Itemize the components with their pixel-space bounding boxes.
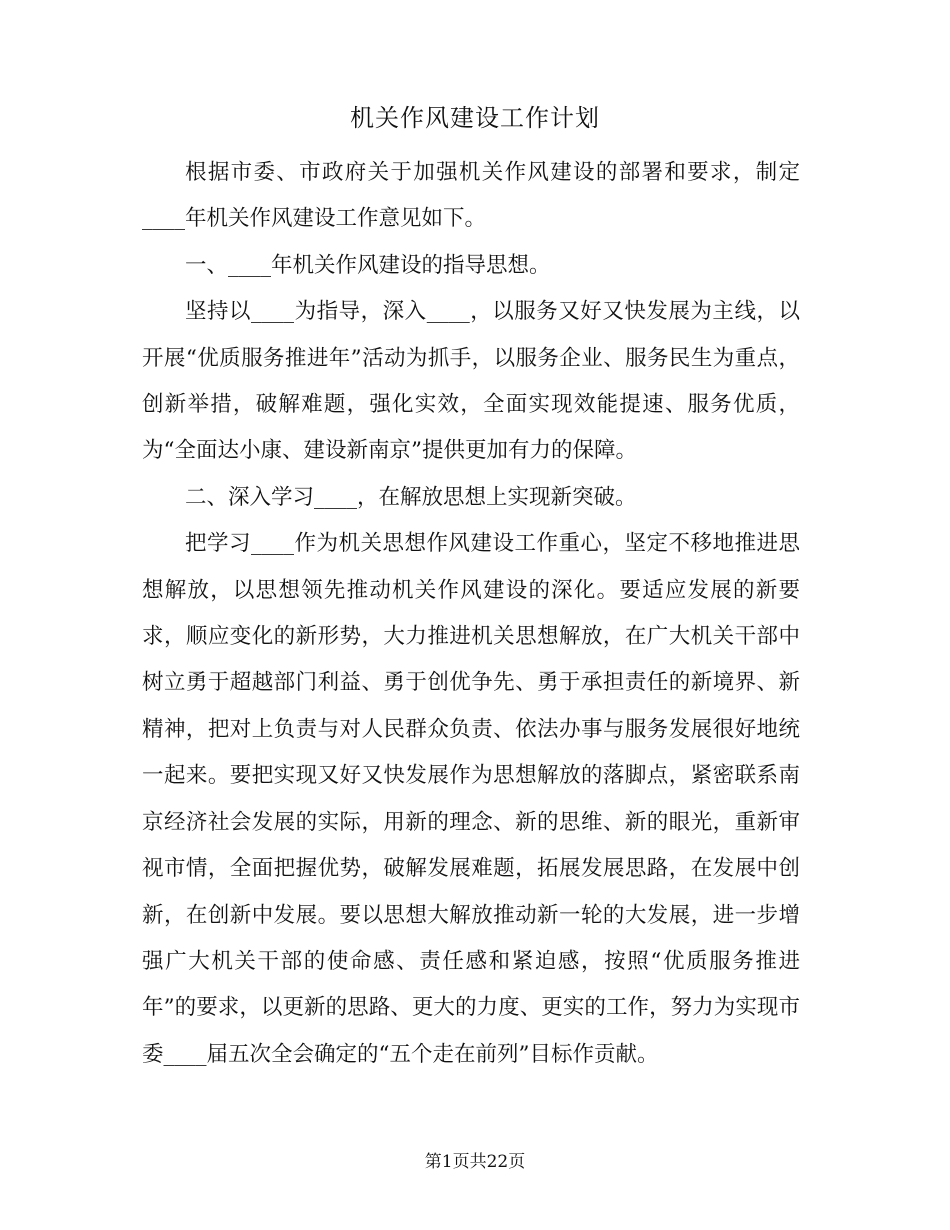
document-title: 机关作风建设工作计划 — [350, 104, 600, 132]
paragraph-study: 把学习____作为机关思想作风建设工作重心，坚定不移地推进思想解放，以思想领先推动机关作风建设的深化。要适应发展的新要求，顺应变化的新形势，大力推进机关思想解放，在广大机关干部中树立勇于超越部门利益、勇于创优争先、勇于承担责任的新境界、新精神，把对上负责与对人民群众负责、依法办事与服务发展很好地统一起来。要把实现又好又快发展作为思想解放的落脚点，紧密联系南京经济社会发展的实际，用新的理念、新的思维、新的眼光，重新审视市情，全面把握优势，破解发展难题，拓展发展思路，在发展中创新，在创新中发展。要以思想大解放推动新一轮的大发展，进一步增强广大机关干部的使命感、责任感和紧迫感，按照“优质服务推进年”的要求，以更新的思路、更大的力度、更实的工作，努力为实现市委____届五次全会确定的“五个走在前列”目标作贡献。 — [142, 531, 800, 1067]
heading-section-2: 二、深入学习____，在解放思想上实现新突破。 — [185, 484, 637, 510]
paragraph-intro: 根据市委、市政府关于加强机关作风建设的部署和要求，制定____年机关作风建设工作意见如下。 — [142, 160, 800, 232]
paragraph-guiding-thought: 坚持以____为指导，深入____，以服务又好又快发展为主线，以开展“优质服务推进年”活动为抓手，以服务企业、服务民生为重点，创新举措，破解难题，强化实效，全面实现效能提速、服务优质，为“全面达小康、建设新南京”提供更加有力的保障。 — [142, 299, 800, 464]
heading-section-1: 一、____年机关作风建设的指导思想。 — [185, 252, 551, 278]
page-number: 第1页共22页 — [424, 1152, 526, 1172]
document-body — [142, 150, 800, 1078]
